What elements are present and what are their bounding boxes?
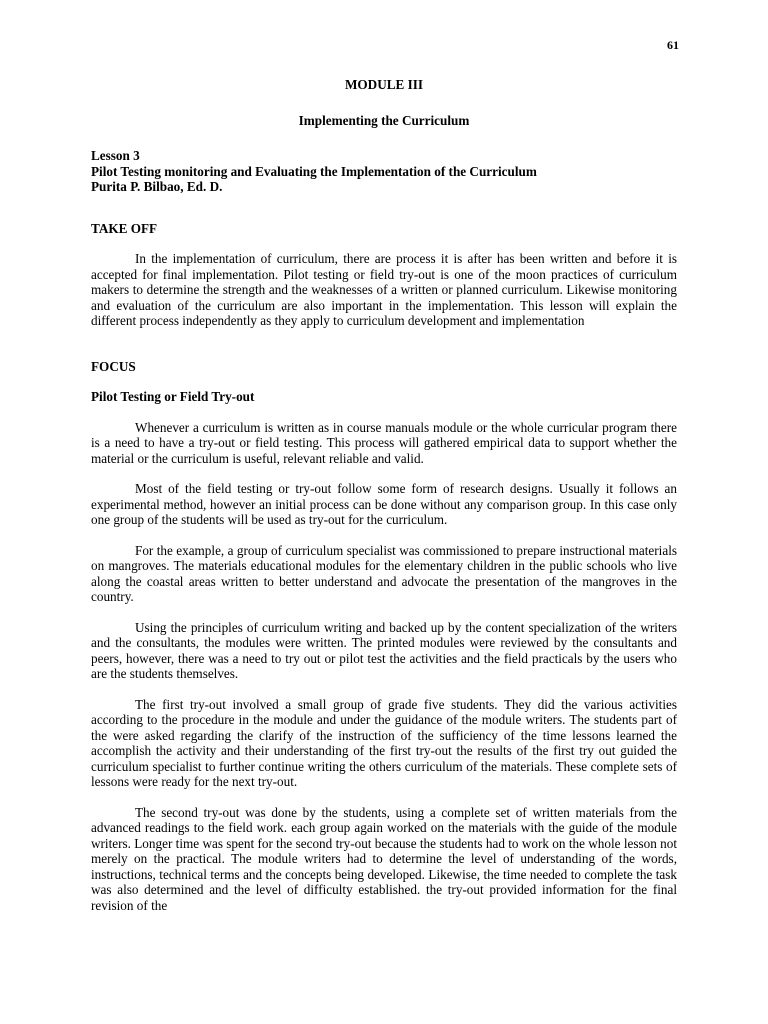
section-heading-focus: FOCUS <box>91 358 136 374</box>
module-title: MODULE III <box>344 77 424 92</box>
section-heading-take-off: TAKE OFF <box>91 220 158 236</box>
subject-title: Implementing the Curriculum <box>298 112 470 128</box>
focus-paragraph-6: The second try-out was done by the students, using a complete set of written materials from the advanced readings to the field work. each group again worked on the materials with the guide of the module writers. Longer time was spent for the second try-out because the students had to work on the whole lesson not merely on the practical. The module writers had to determine the level of understanding of the words, instructions, technical terms and the concepts being developed. Likewise, the time needed to complete the task was also determined and the level of difficulty established. the try-out provided information for the final revision of the <box>91 804 677 913</box>
focus-paragraph-2: Most of the field testing or try-out follow some form of research designs. Usually it follows an experimental method, however an initial process can be done without any comparison group. In this case only one group of the students will be used as try-out for the curriculum. <box>91 481 677 527</box>
focus-paragraph-5: The first try-out involved a small group of grade five students. They did the various activities according to the procedure in the module and under the guidance of the module writers. The students part of the were asked regarding the clarify of the instruction of the sufficiency of the time lessons learned the accomplish the activity and their understanding of the first try-out the results of the first try out guided the curriculum specialist to further continue writing the others curriculum of the materials. These complete sets of lessons were ready for the next try-out. <box>91 696 677 789</box>
take-off-paragraph: In the implementation of curriculum, there are process it is after has been written and before it is accepted for final implementation. Pilot testing or field try-out is one of the moon practices of curriculum makers to determine the strength and the weaknesses of a written or planned curriculum. Likewise monitoring and evaluation of the curriculum are also important in the implementation. This lesson will explain the different process independently as they apply to curriculum development and implementation <box>91 251 677 328</box>
lesson-block <box>91 148 677 195</box>
page-content <box>91 77 677 928</box>
focus-paragraph-1: Whenever a curriculum is written as in course manuals module or the whole curricular program there is a need to have a try-out or field testing. This process will gathered empirical data to support whether the material or the curriculum is useful, relevant reliable and valid. <box>91 419 677 466</box>
lesson-number: Lesson 3 <box>91 148 140 163</box>
lesson-author: Purita P. Bilbao, Ed. D. <box>91 179 223 194</box>
focus-paragraph-3: For the example, a group of curriculum specialist was commissioned to prepare instructional materials on mangroves. The materials educational modules for the elementary children in the public schools who live along the coastal areas written to better understand and advocate the presentation of the mangroves in the country. <box>91 542 677 604</box>
lesson-title: Pilot Testing monitoring and Evaluating the Implementation of the Curriculum <box>91 163 537 179</box>
focus-paragraph-4: Using the principles of curriculum writing and backed up by the content specialization of the writers and the consultants, the modules were written. The printed modules were reviewed by the consultants and peers, however, there was a need to try out or pilot test the activities and the field practicals by the users who are the students themselves. <box>91 619 677 681</box>
subsection-heading-pilot-testing: Pilot Testing or Field Try-out <box>91 389 255 404</box>
page-number: 61 <box>667 38 679 52</box>
